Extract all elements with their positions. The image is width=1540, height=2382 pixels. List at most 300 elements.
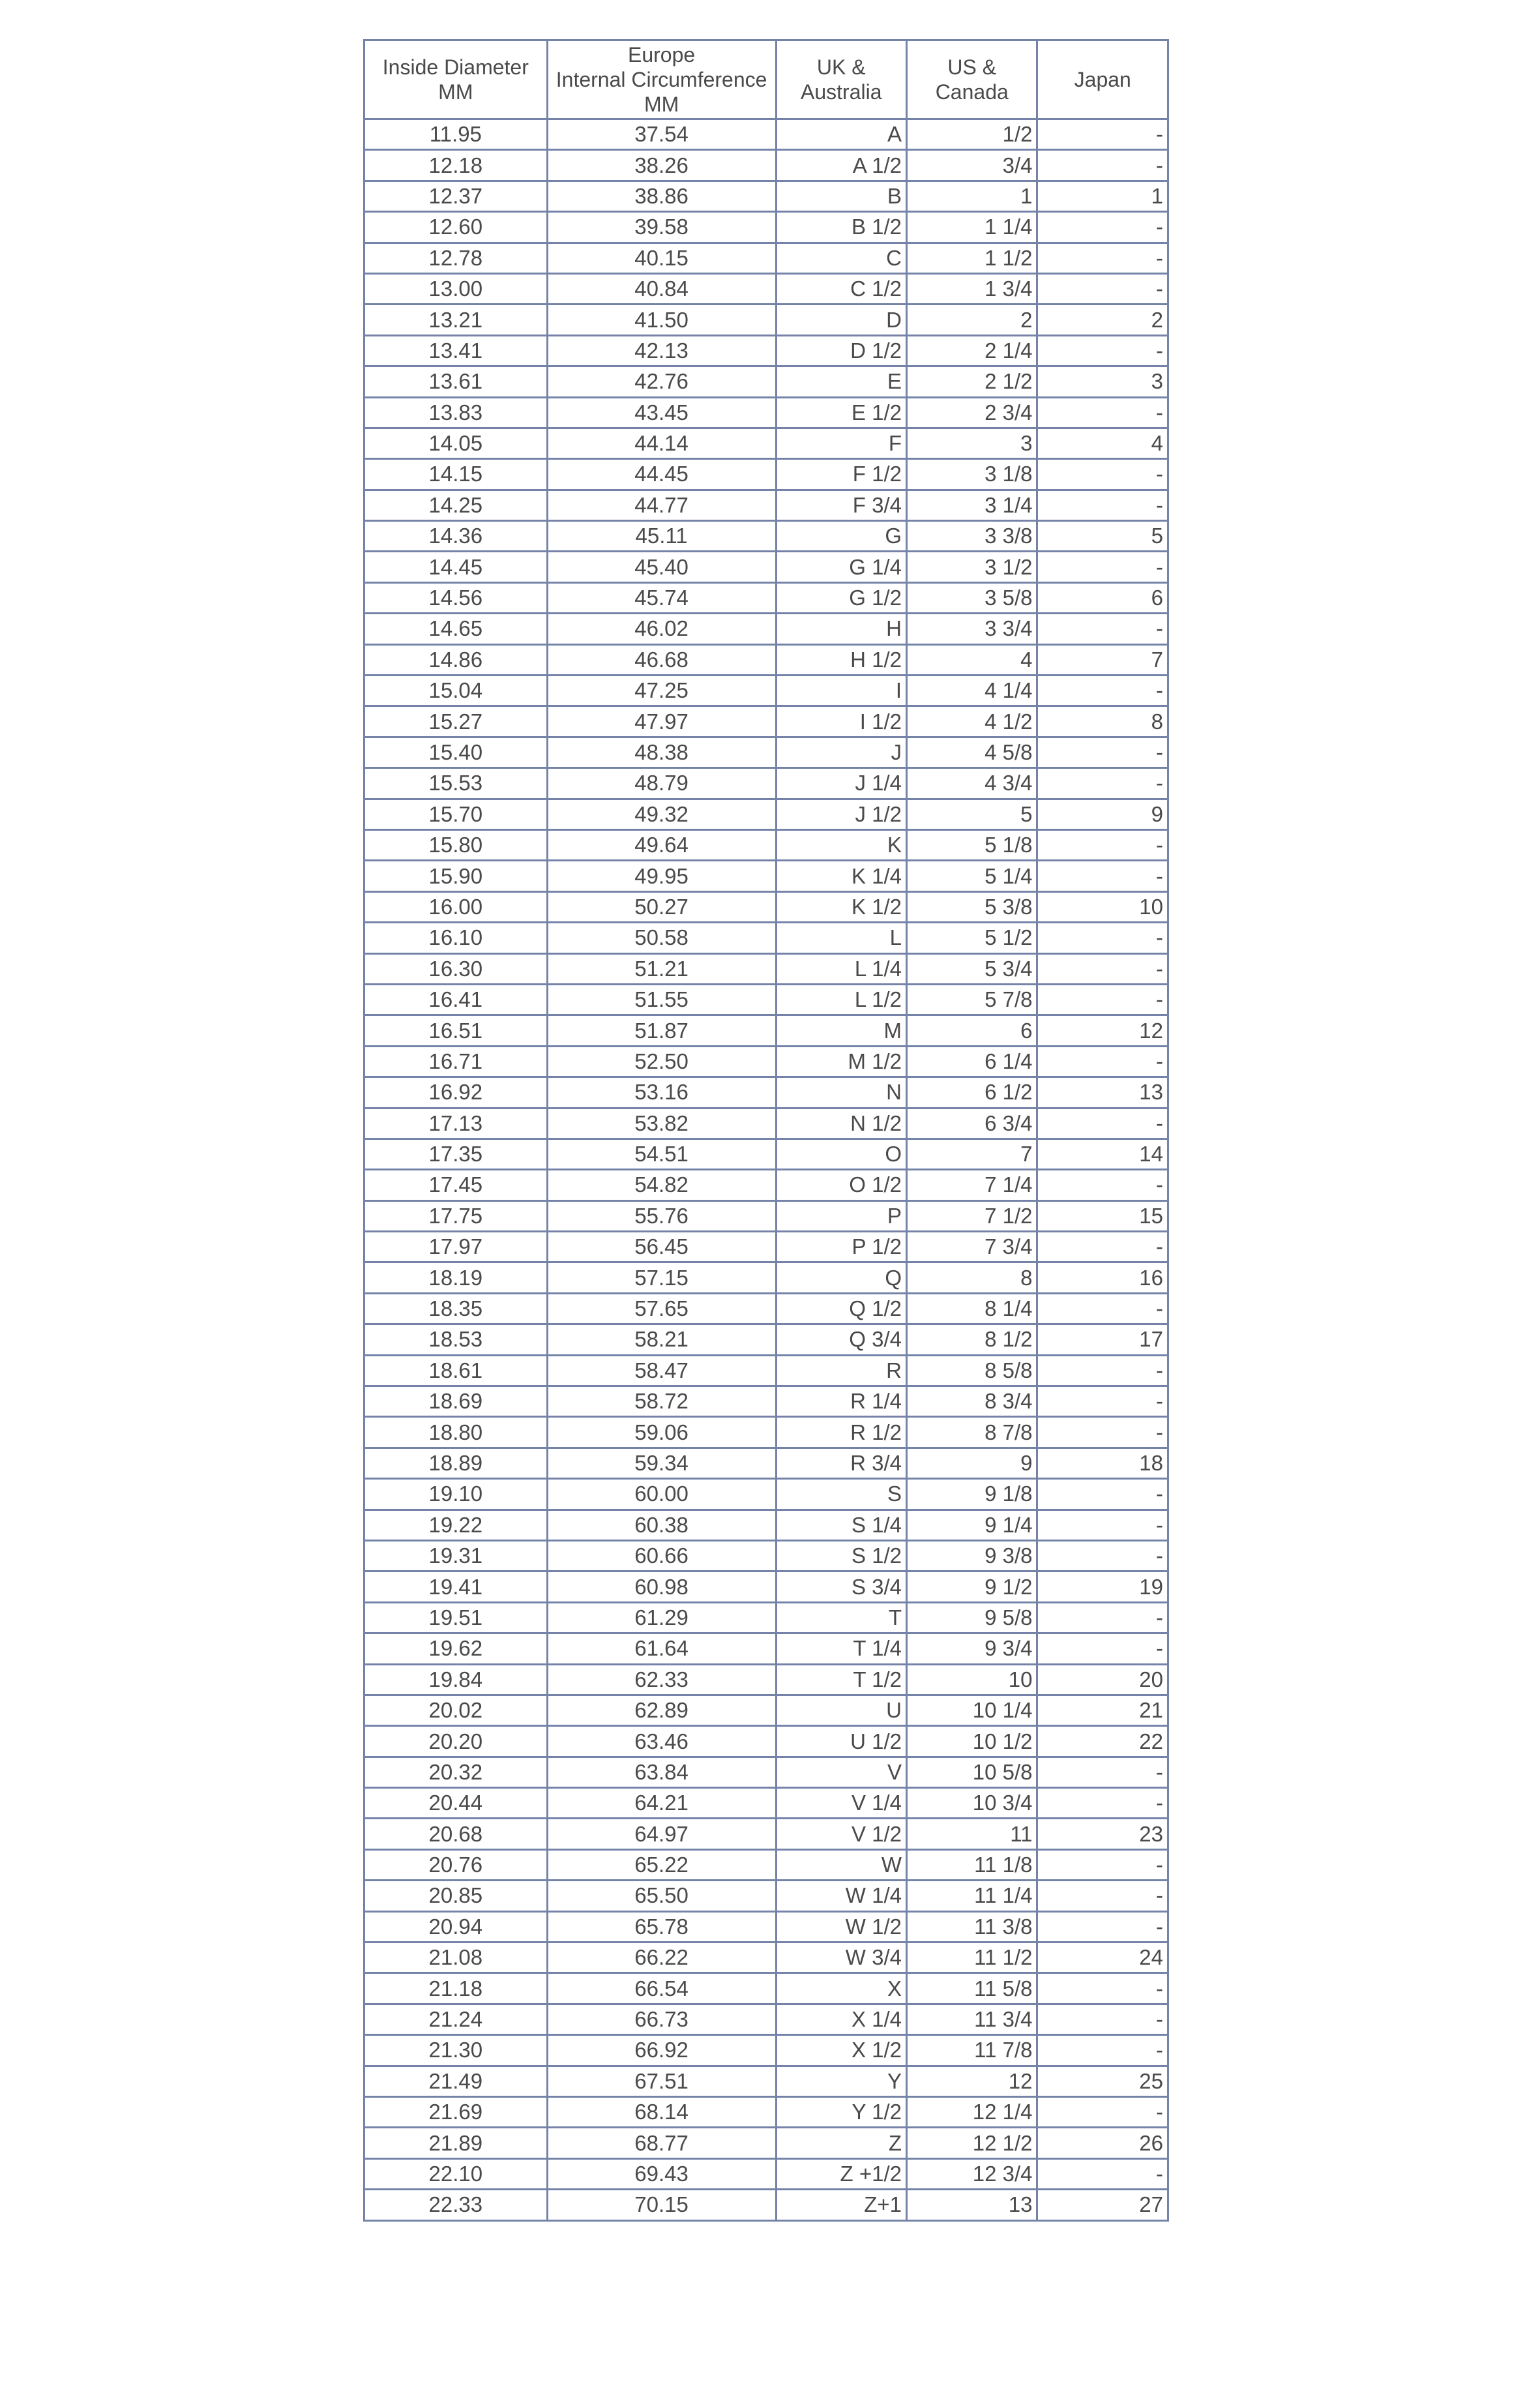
cell-europe-circumference: 58.72: [547, 1386, 776, 1417]
cell-us-size: 4: [907, 644, 1037, 675]
cell-us-size: 5 7/8: [907, 984, 1037, 1015]
table-row: [364, 1695, 1168, 1725]
cell-japan-size: 25: [1037, 2066, 1168, 2096]
table-row: [364, 1881, 1168, 1911]
cell-japan-size: -: [1037, 1633, 1168, 1664]
cell-uk-size: B 1/2: [776, 212, 906, 243]
cell-uk-size: W 3/4: [776, 1943, 906, 1973]
cell-inside-diameter: 20.85: [364, 1881, 548, 1911]
cell-inside-diameter: 22.10: [364, 2158, 548, 2189]
cell-japan-size: -: [1037, 1232, 1168, 1262]
cell-japan-size: 16: [1037, 1262, 1168, 1293]
cell-inside-diameter: 21.30: [364, 2035, 548, 2066]
cell-europe-circumference: 66.22: [547, 1943, 776, 1973]
cell-uk-size: T: [776, 1602, 906, 1633]
table-row: [364, 2128, 1168, 2158]
table-row: [364, 1015, 1168, 1046]
cell-us-size: 12 1/2: [907, 2128, 1037, 2158]
cell-europe-circumference: 46.02: [547, 614, 776, 644]
cell-japan-size: -: [1037, 829, 1168, 860]
cell-uk-size: X: [776, 1973, 906, 2004]
cell-europe-circumference: 47.25: [547, 676, 776, 706]
cell-inside-diameter: 21.69: [364, 2097, 548, 2128]
cell-japan-size: 8: [1037, 706, 1168, 737]
table-row: [364, 1324, 1168, 1355]
header-row: [364, 40, 1168, 119]
cell-us-size: 10 5/8: [907, 1757, 1037, 1787]
cell-japan-size: -: [1037, 984, 1168, 1015]
cell-us-size: 7 1/2: [907, 1200, 1037, 1231]
table-row: [364, 552, 1168, 582]
cell-japan-size: -: [1037, 676, 1168, 706]
cell-uk-size: W 1/4: [776, 1881, 906, 1911]
table-row: [364, 768, 1168, 799]
cell-uk-size: L 1/2: [776, 984, 906, 1015]
cell-us-size: 11 1/4: [907, 1881, 1037, 1911]
cell-japan-size: 23: [1037, 1819, 1168, 1849]
cell-japan-size: -: [1037, 490, 1168, 520]
cell-inside-diameter: 18.53: [364, 1324, 548, 1355]
table-row: [364, 1232, 1168, 1262]
cell-inside-diameter: 18.61: [364, 1355, 548, 1386]
cell-us-size: 3/4: [907, 150, 1037, 181]
cell-europe-circumference: 40.15: [547, 243, 776, 273]
cell-inside-diameter: 15.04: [364, 676, 548, 706]
cell-inside-diameter: 18.69: [364, 1386, 548, 1417]
cell-inside-diameter: 20.32: [364, 1757, 548, 1787]
table-row: [364, 1664, 1168, 1695]
cell-europe-circumference: 58.47: [547, 1355, 776, 1386]
cell-japan-size: -: [1037, 243, 1168, 273]
table-row: [364, 2190, 1168, 2220]
cell-japan-size: -: [1037, 1973, 1168, 2004]
cell-inside-diameter: 21.08: [364, 1943, 548, 1973]
cell-europe-circumference: 54.82: [547, 1170, 776, 1200]
cell-uk-size: R 1/2: [776, 1417, 906, 1448]
cell-europe-circumference: 44.77: [547, 490, 776, 520]
cell-inside-diameter: 15.40: [364, 737, 548, 767]
cell-us-size: 4 5/8: [907, 737, 1037, 767]
table-row: [364, 644, 1168, 675]
cell-europe-circumference: 55.76: [547, 1200, 776, 1231]
cell-us-size: 1 3/4: [907, 273, 1037, 304]
table-row: [364, 1510, 1168, 1540]
cell-inside-diameter: 21.18: [364, 1973, 548, 2004]
cell-uk-size: L: [776, 923, 906, 953]
table-row: [364, 1633, 1168, 1664]
cell-europe-circumference: 57.15: [547, 1262, 776, 1293]
cell-uk-size: R 1/4: [776, 1386, 906, 1417]
cell-uk-size: P 1/2: [776, 1232, 906, 1262]
cell-uk-size: I: [776, 676, 906, 706]
cell-us-size: 5 1/2: [907, 923, 1037, 953]
table-row: [364, 1448, 1168, 1478]
cell-japan-size: -: [1037, 614, 1168, 644]
cell-us-size: 9 1/2: [907, 1571, 1037, 1602]
cell-europe-circumference: 60.66: [547, 1540, 776, 1571]
cell-uk-size: V 1/4: [776, 1788, 906, 1819]
cell-japan-size: -: [1037, 1788, 1168, 1819]
cell-us-size: 11 1/2: [907, 1943, 1037, 1973]
cell-japan-size: -: [1037, 1757, 1168, 1787]
cell-uk-size: M: [776, 1015, 906, 1046]
cell-uk-size: C: [776, 243, 906, 273]
table-row: [364, 799, 1168, 829]
cell-us-size: 9 1/8: [907, 1479, 1037, 1510]
cell-inside-diameter: 14.86: [364, 644, 548, 675]
cell-us-size: 11 3/4: [907, 2004, 1037, 2034]
cell-us-size: 10 1/2: [907, 1726, 1037, 1757]
cell-uk-size: O 1/2: [776, 1170, 906, 1200]
ring-size-table: [363, 39, 1169, 2222]
cell-uk-size: A: [776, 119, 906, 150]
header-japan-line-1: Japan: [1074, 68, 1131, 91]
table-row: [364, 1262, 1168, 1293]
cell-japan-size: -: [1037, 552, 1168, 582]
table-row: [364, 2035, 1168, 2066]
cell-us-size: 3 1/4: [907, 490, 1037, 520]
cell-uk-size: A 1/2: [776, 150, 906, 181]
cell-inside-diameter: 16.51: [364, 1015, 548, 1046]
table-row: [364, 1046, 1168, 1077]
cell-inside-diameter: 20.20: [364, 1726, 548, 1757]
cell-uk-size: G 1/2: [776, 582, 906, 613]
table-row: [364, 1819, 1168, 1849]
cell-japan-size: 14: [1037, 1139, 1168, 1169]
cell-uk-size: T 1/2: [776, 1664, 906, 1695]
cell-uk-size: M 1/2: [776, 1046, 906, 1077]
cell-europe-circumference: 63.84: [547, 1757, 776, 1787]
cell-japan-size: 15: [1037, 1200, 1168, 1231]
cell-us-size: 3 3/8: [907, 521, 1037, 552]
table-row: [364, 984, 1168, 1015]
cell-uk-size: F: [776, 428, 906, 458]
cell-us-size: 11: [907, 1819, 1037, 1849]
cell-inside-diameter: 19.84: [364, 1664, 548, 1695]
cell-europe-circumference: 51.55: [547, 984, 776, 1015]
cell-europe-circumference: 42.13: [547, 335, 776, 366]
cell-inside-diameter: 14.15: [364, 459, 548, 490]
cell-uk-size: S 1/2: [776, 1540, 906, 1571]
cell-us-size: 1: [907, 181, 1037, 211]
cell-uk-size: G: [776, 521, 906, 552]
table-row: [364, 1293, 1168, 1324]
table-row: [364, 1911, 1168, 1942]
cell-europe-circumference: 40.84: [547, 273, 776, 304]
cell-inside-diameter: 21.49: [364, 2066, 548, 2096]
header-japan: [1037, 40, 1168, 119]
cell-japan-size: -: [1037, 335, 1168, 366]
table-row: [364, 1108, 1168, 1139]
cell-europe-circumference: 49.64: [547, 829, 776, 860]
table-row: [364, 923, 1168, 953]
cell-europe-circumference: 50.58: [547, 923, 776, 953]
cell-uk-size: L 1/4: [776, 953, 906, 984]
table-row: [364, 2066, 1168, 2096]
cell-inside-diameter: 13.83: [364, 397, 548, 428]
cell-japan-size: -: [1037, 150, 1168, 181]
cell-japan-size: -: [1037, 397, 1168, 428]
cell-japan-size: -: [1037, 1293, 1168, 1324]
cell-us-size: 11 3/8: [907, 1911, 1037, 1942]
table-row: [364, 1757, 1168, 1787]
cell-europe-circumference: 56.45: [547, 1232, 776, 1262]
cell-europe-circumference: 44.45: [547, 459, 776, 490]
cell-europe-circumference: 64.21: [547, 1788, 776, 1819]
cell-uk-size: F 3/4: [776, 490, 906, 520]
cell-us-size: 7: [907, 1139, 1037, 1169]
cell-inside-diameter: 22.33: [364, 2190, 548, 2220]
table-row: [364, 861, 1168, 891]
cell-inside-diameter: 21.24: [364, 2004, 548, 2034]
cell-inside-diameter: 20.44: [364, 1788, 548, 1819]
cell-europe-circumference: 53.82: [547, 1108, 776, 1139]
cell-europe-circumference: 60.98: [547, 1571, 776, 1602]
cell-europe-circumference: 49.32: [547, 799, 776, 829]
cell-europe-circumference: 59.34: [547, 1448, 776, 1478]
table-row: [364, 1479, 1168, 1510]
table-row: [364, 1726, 1168, 1757]
cell-europe-circumference: 65.50: [547, 1881, 776, 1911]
cell-us-size: 1 1/4: [907, 212, 1037, 243]
cell-europe-circumference: 60.38: [547, 1510, 776, 1540]
table-row: [364, 1788, 1168, 1819]
cell-inside-diameter: 15.53: [364, 768, 548, 799]
cell-japan-size: -: [1037, 1849, 1168, 1880]
cell-uk-size: N 1/2: [776, 1108, 906, 1139]
cell-europe-circumference: 48.38: [547, 737, 776, 767]
table-row: [364, 273, 1168, 304]
cell-uk-size: B: [776, 181, 906, 211]
cell-japan-size: -: [1037, 1602, 1168, 1633]
cell-us-size: 10: [907, 1664, 1037, 1695]
cell-japan-size: 6: [1037, 582, 1168, 613]
cell-inside-diameter: 20.76: [364, 1849, 548, 1880]
table-row: [364, 953, 1168, 984]
cell-us-size: 3 5/8: [907, 582, 1037, 613]
cell-uk-size: W 1/2: [776, 1911, 906, 1942]
cell-japan-size: -: [1037, 1479, 1168, 1510]
cell-uk-size: Q 3/4: [776, 1324, 906, 1355]
cell-us-size: 5: [907, 799, 1037, 829]
cell-japan-size: 1: [1037, 181, 1168, 211]
header-europe-circumference: [547, 40, 776, 119]
cell-uk-size: K 1/4: [776, 861, 906, 891]
cell-inside-diameter: 12.18: [364, 150, 548, 181]
cell-japan-size: 20: [1037, 1664, 1168, 1695]
table-row: [364, 1355, 1168, 1386]
cell-inside-diameter: 13.00: [364, 273, 548, 304]
cell-us-size: 6 1/4: [907, 1046, 1037, 1077]
cell-japan-size: -: [1037, 119, 1168, 150]
cell-uk-size: I 1/2: [776, 706, 906, 737]
cell-japan-size: -: [1037, 2097, 1168, 2128]
cell-inside-diameter: 12.60: [364, 212, 548, 243]
cell-europe-circumference: 66.73: [547, 2004, 776, 2034]
table-row: [364, 2004, 1168, 2034]
cell-uk-size: X 1/4: [776, 2004, 906, 2034]
cell-us-size: 2 3/4: [907, 397, 1037, 428]
cell-japan-size: -: [1037, 2158, 1168, 2189]
cell-europe-circumference: 43.45: [547, 397, 776, 428]
cell-us-size: 11 5/8: [907, 1973, 1037, 2004]
cell-europe-circumference: 62.89: [547, 1695, 776, 1725]
cell-inside-diameter: 13.61: [364, 366, 548, 397]
cell-japan-size: -: [1037, 861, 1168, 891]
header-inside-diameter: [364, 40, 548, 119]
cell-japan-size: -: [1037, 1540, 1168, 1571]
cell-uk-size: H 1/2: [776, 644, 906, 675]
cell-uk-size: V: [776, 1757, 906, 1787]
table-row: [364, 1973, 1168, 2004]
cell-japan-size: -: [1037, 953, 1168, 984]
cell-japan-size: 19: [1037, 1571, 1168, 1602]
cell-us-size: 12 3/4: [907, 2158, 1037, 2189]
cell-inside-diameter: 19.51: [364, 1602, 548, 1633]
cell-uk-size: J 1/2: [776, 799, 906, 829]
cell-uk-size: Q: [776, 1262, 906, 1293]
cell-us-size: 12 1/4: [907, 2097, 1037, 2128]
cell-europe-circumference: 50.27: [547, 891, 776, 922]
cell-inside-diameter: 14.56: [364, 582, 548, 613]
cell-europe-circumference: 51.87: [547, 1015, 776, 1046]
cell-uk-size: Z: [776, 2128, 906, 2158]
cell-us-size: 10 1/4: [907, 1695, 1037, 1725]
table-row: [364, 305, 1168, 335]
cell-europe-circumference: 47.97: [547, 706, 776, 737]
table-row: [364, 1170, 1168, 1200]
cell-uk-size: H: [776, 614, 906, 644]
cell-inside-diameter: 16.10: [364, 923, 548, 953]
cell-us-size: 5 3/4: [907, 953, 1037, 984]
cell-europe-circumference: 52.50: [547, 1046, 776, 1077]
cell-europe-circumference: 58.21: [547, 1324, 776, 1355]
cell-europe-circumference: 38.26: [547, 150, 776, 181]
cell-us-size: 4 1/2: [907, 706, 1037, 737]
cell-inside-diameter: 19.10: [364, 1479, 548, 1510]
cell-uk-size: Q 1/2: [776, 1293, 906, 1324]
table-row: [364, 428, 1168, 458]
cell-japan-size: 13: [1037, 1077, 1168, 1108]
cell-europe-circumference: 45.11: [547, 521, 776, 552]
cell-us-size: 9 3/8: [907, 1540, 1037, 1571]
cell-europe-circumference: 45.40: [547, 552, 776, 582]
cell-uk-size: J 1/4: [776, 768, 906, 799]
cell-europe-circumference: 45.74: [547, 582, 776, 613]
cell-inside-diameter: 16.41: [364, 984, 548, 1015]
cell-uk-size: R: [776, 1355, 906, 1386]
cell-us-size: 5 1/4: [907, 861, 1037, 891]
cell-japan-size: -: [1037, 1355, 1168, 1386]
table-row: [364, 829, 1168, 860]
cell-uk-size: O: [776, 1139, 906, 1169]
header-us-line-2: Canada: [935, 80, 1009, 104]
header-us-canada: [907, 40, 1037, 119]
cell-inside-diameter: 14.36: [364, 521, 548, 552]
cell-japan-size: 5: [1037, 521, 1168, 552]
cell-inside-diameter: 16.30: [364, 953, 548, 984]
cell-japan-size: -: [1037, 1510, 1168, 1540]
cell-japan-size: -: [1037, 768, 1168, 799]
cell-inside-diameter: 14.65: [364, 614, 548, 644]
table-row: [364, 366, 1168, 397]
header-uk-line-2: Australia: [801, 80, 882, 104]
table-row: [364, 1849, 1168, 1880]
table-row: [364, 1571, 1168, 1602]
cell-inside-diameter: 13.41: [364, 335, 548, 366]
cell-japan-size: -: [1037, 212, 1168, 243]
cell-europe-circumference: 57.65: [547, 1293, 776, 1324]
table-row: [364, 335, 1168, 366]
cell-japan-size: -: [1037, 737, 1168, 767]
cell-inside-diameter: 16.71: [364, 1046, 548, 1077]
cell-europe-circumference: 59.06: [547, 1417, 776, 1448]
cell-uk-size: K 1/2: [776, 891, 906, 922]
cell-us-size: 3: [907, 428, 1037, 458]
cell-japan-size: -: [1037, 1881, 1168, 1911]
cell-us-size: 2 1/2: [907, 366, 1037, 397]
cell-japan-size: 2: [1037, 305, 1168, 335]
cell-japan-size: -: [1037, 2035, 1168, 2066]
cell-europe-circumference: 60.00: [547, 1479, 776, 1510]
cell-japan-size: 17: [1037, 1324, 1168, 1355]
cell-us-size: 7 3/4: [907, 1232, 1037, 1262]
cell-inside-diameter: 16.92: [364, 1077, 548, 1108]
cell-europe-circumference: 49.95: [547, 861, 776, 891]
cell-japan-size: 24: [1037, 1943, 1168, 1973]
cell-inside-diameter: 17.13: [364, 1108, 548, 1139]
cell-japan-size: 10: [1037, 891, 1168, 922]
cell-europe-circumference: 67.51: [547, 2066, 776, 2096]
cell-inside-diameter: 18.19: [364, 1262, 548, 1293]
cell-us-size: 8 1/4: [907, 1293, 1037, 1324]
cell-uk-size: Z +1/2: [776, 2158, 906, 2189]
table-row: [364, 181, 1168, 211]
cell-us-size: 9 1/4: [907, 1510, 1037, 1540]
cell-europe-circumference: 70.15: [547, 2190, 776, 2220]
cell-inside-diameter: 15.70: [364, 799, 548, 829]
cell-uk-size: X 1/2: [776, 2035, 906, 2066]
cell-japan-size: 9: [1037, 799, 1168, 829]
table-row: [364, 706, 1168, 737]
cell-us-size: 1/2: [907, 119, 1037, 150]
cell-uk-size: V 1/2: [776, 1819, 906, 1849]
header-inside-diameter-line-2: MM: [438, 80, 473, 104]
cell-us-size: 8: [907, 1262, 1037, 1293]
cell-japan-size: -: [1037, 1170, 1168, 1200]
cell-europe-circumference: 66.92: [547, 2035, 776, 2066]
cell-japan-size: 18: [1037, 1448, 1168, 1478]
cell-us-size: 3 1/2: [907, 552, 1037, 582]
cell-europe-circumference: 38.86: [547, 181, 776, 211]
table-row: [364, 1386, 1168, 1417]
table-row: [364, 1139, 1168, 1169]
cell-europe-circumference: 42.76: [547, 366, 776, 397]
cell-europe-circumference: 64.97: [547, 1819, 776, 1849]
cell-inside-diameter: 18.35: [364, 1293, 548, 1324]
cell-japan-size: -: [1037, 459, 1168, 490]
cell-europe-circumference: 63.46: [547, 1726, 776, 1757]
cell-us-size: 2 1/4: [907, 335, 1037, 366]
cell-inside-diameter: 20.02: [364, 1695, 548, 1725]
cell-japan-size: -: [1037, 1046, 1168, 1077]
cell-inside-diameter: 18.89: [364, 1448, 548, 1478]
cell-europe-circumference: 65.78: [547, 1911, 776, 1942]
cell-us-size: 13: [907, 2190, 1037, 2220]
cell-inside-diameter: 20.68: [364, 1819, 548, 1849]
cell-inside-diameter: 17.45: [364, 1170, 548, 1200]
cell-inside-diameter: 21.89: [364, 2128, 548, 2158]
